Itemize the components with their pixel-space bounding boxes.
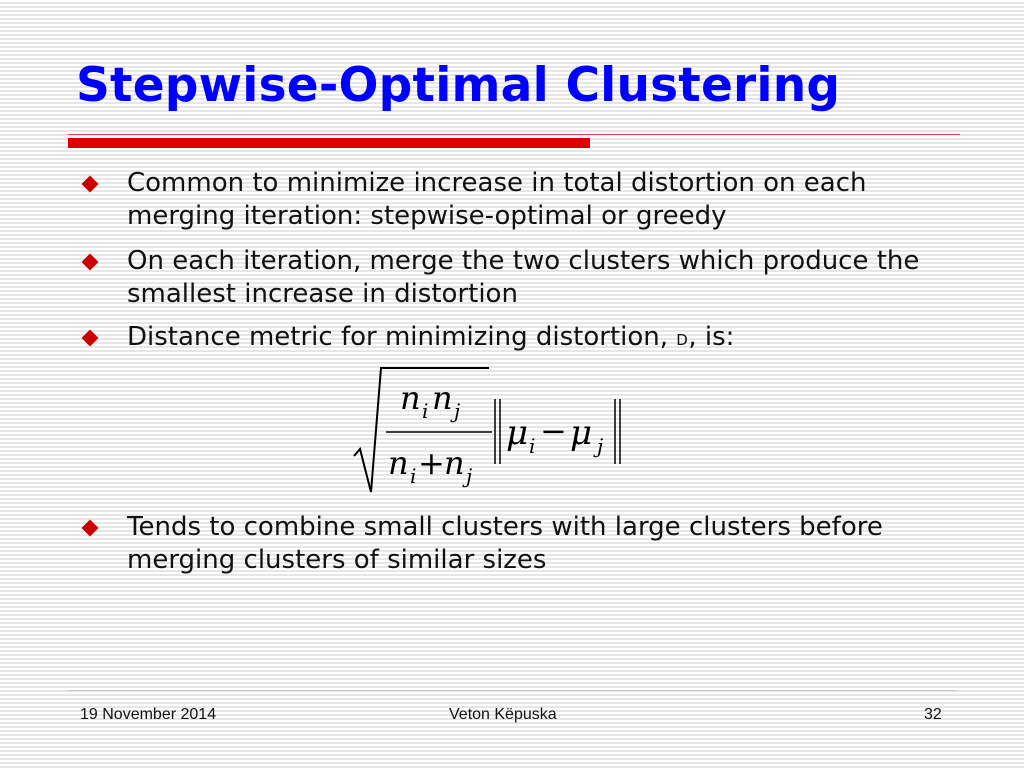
footer-divider: [68, 690, 956, 691]
bullet-text-before: Distance metric for minimizing distortion,: [127, 322, 677, 352]
footer-date: 19 November 2014: [80, 706, 217, 723]
numerator-sub-i: i: [422, 399, 429, 423]
distance-symbol: D: [676, 331, 689, 349]
bullet-text: [127, 321, 936, 357]
title-divider-thick: [68, 138, 590, 148]
denominator-n-i: n: [388, 444, 409, 482]
numerator-sub-j: j: [454, 399, 461, 423]
bullet-text-after: , is:: [688, 322, 735, 352]
bullet-text: On each iteration, merge the two clusters which produce the smallest increase in distortion: [127, 246, 920, 309]
diamond-bullet-icon: [82, 254, 98, 270]
numerator-n-j: n: [432, 379, 453, 417]
minus-sign: −: [540, 412, 567, 450]
bullet-item: [76, 511, 936, 581]
diamond-bullet-icon: [82, 176, 98, 192]
numerator-n-i: n: [400, 379, 421, 417]
diamond-bullet-icon: [82, 330, 98, 346]
plus-sign: +: [418, 444, 445, 482]
bullet-item: [76, 245, 936, 315]
mu-sub-j: j: [597, 434, 604, 458]
mu-sub-i: i: [529, 434, 536, 458]
denominator-n-j: n: [444, 444, 465, 482]
mu-i: μ: [506, 413, 529, 453]
footer-author: Veton Këpuska: [449, 706, 557, 723]
diamond-bullet-icon: [82, 520, 98, 536]
denominator-sub-i: i: [410, 464, 417, 488]
denominator-sub-j: j: [466, 464, 473, 488]
slide-number: 32: [924, 706, 942, 723]
bullet-text: Common to minimize increase in total distortion on each merging iteration: stepwise-optimal or greedy: [127, 168, 867, 231]
distance-formula: [352, 366, 642, 498]
mu-j: μ: [570, 413, 593, 453]
formula-graphic: [352, 366, 642, 498]
bullet-item: [76, 167, 936, 237]
bullet-item: [76, 321, 936, 357]
slide-title: Stepwise-Optimal Clustering: [76, 58, 841, 113]
bullet-text: Tends to combine small clusters with large clusters before merging clusters of similar sizes: [127, 512, 883, 575]
title-divider-thin: [68, 134, 960, 135]
